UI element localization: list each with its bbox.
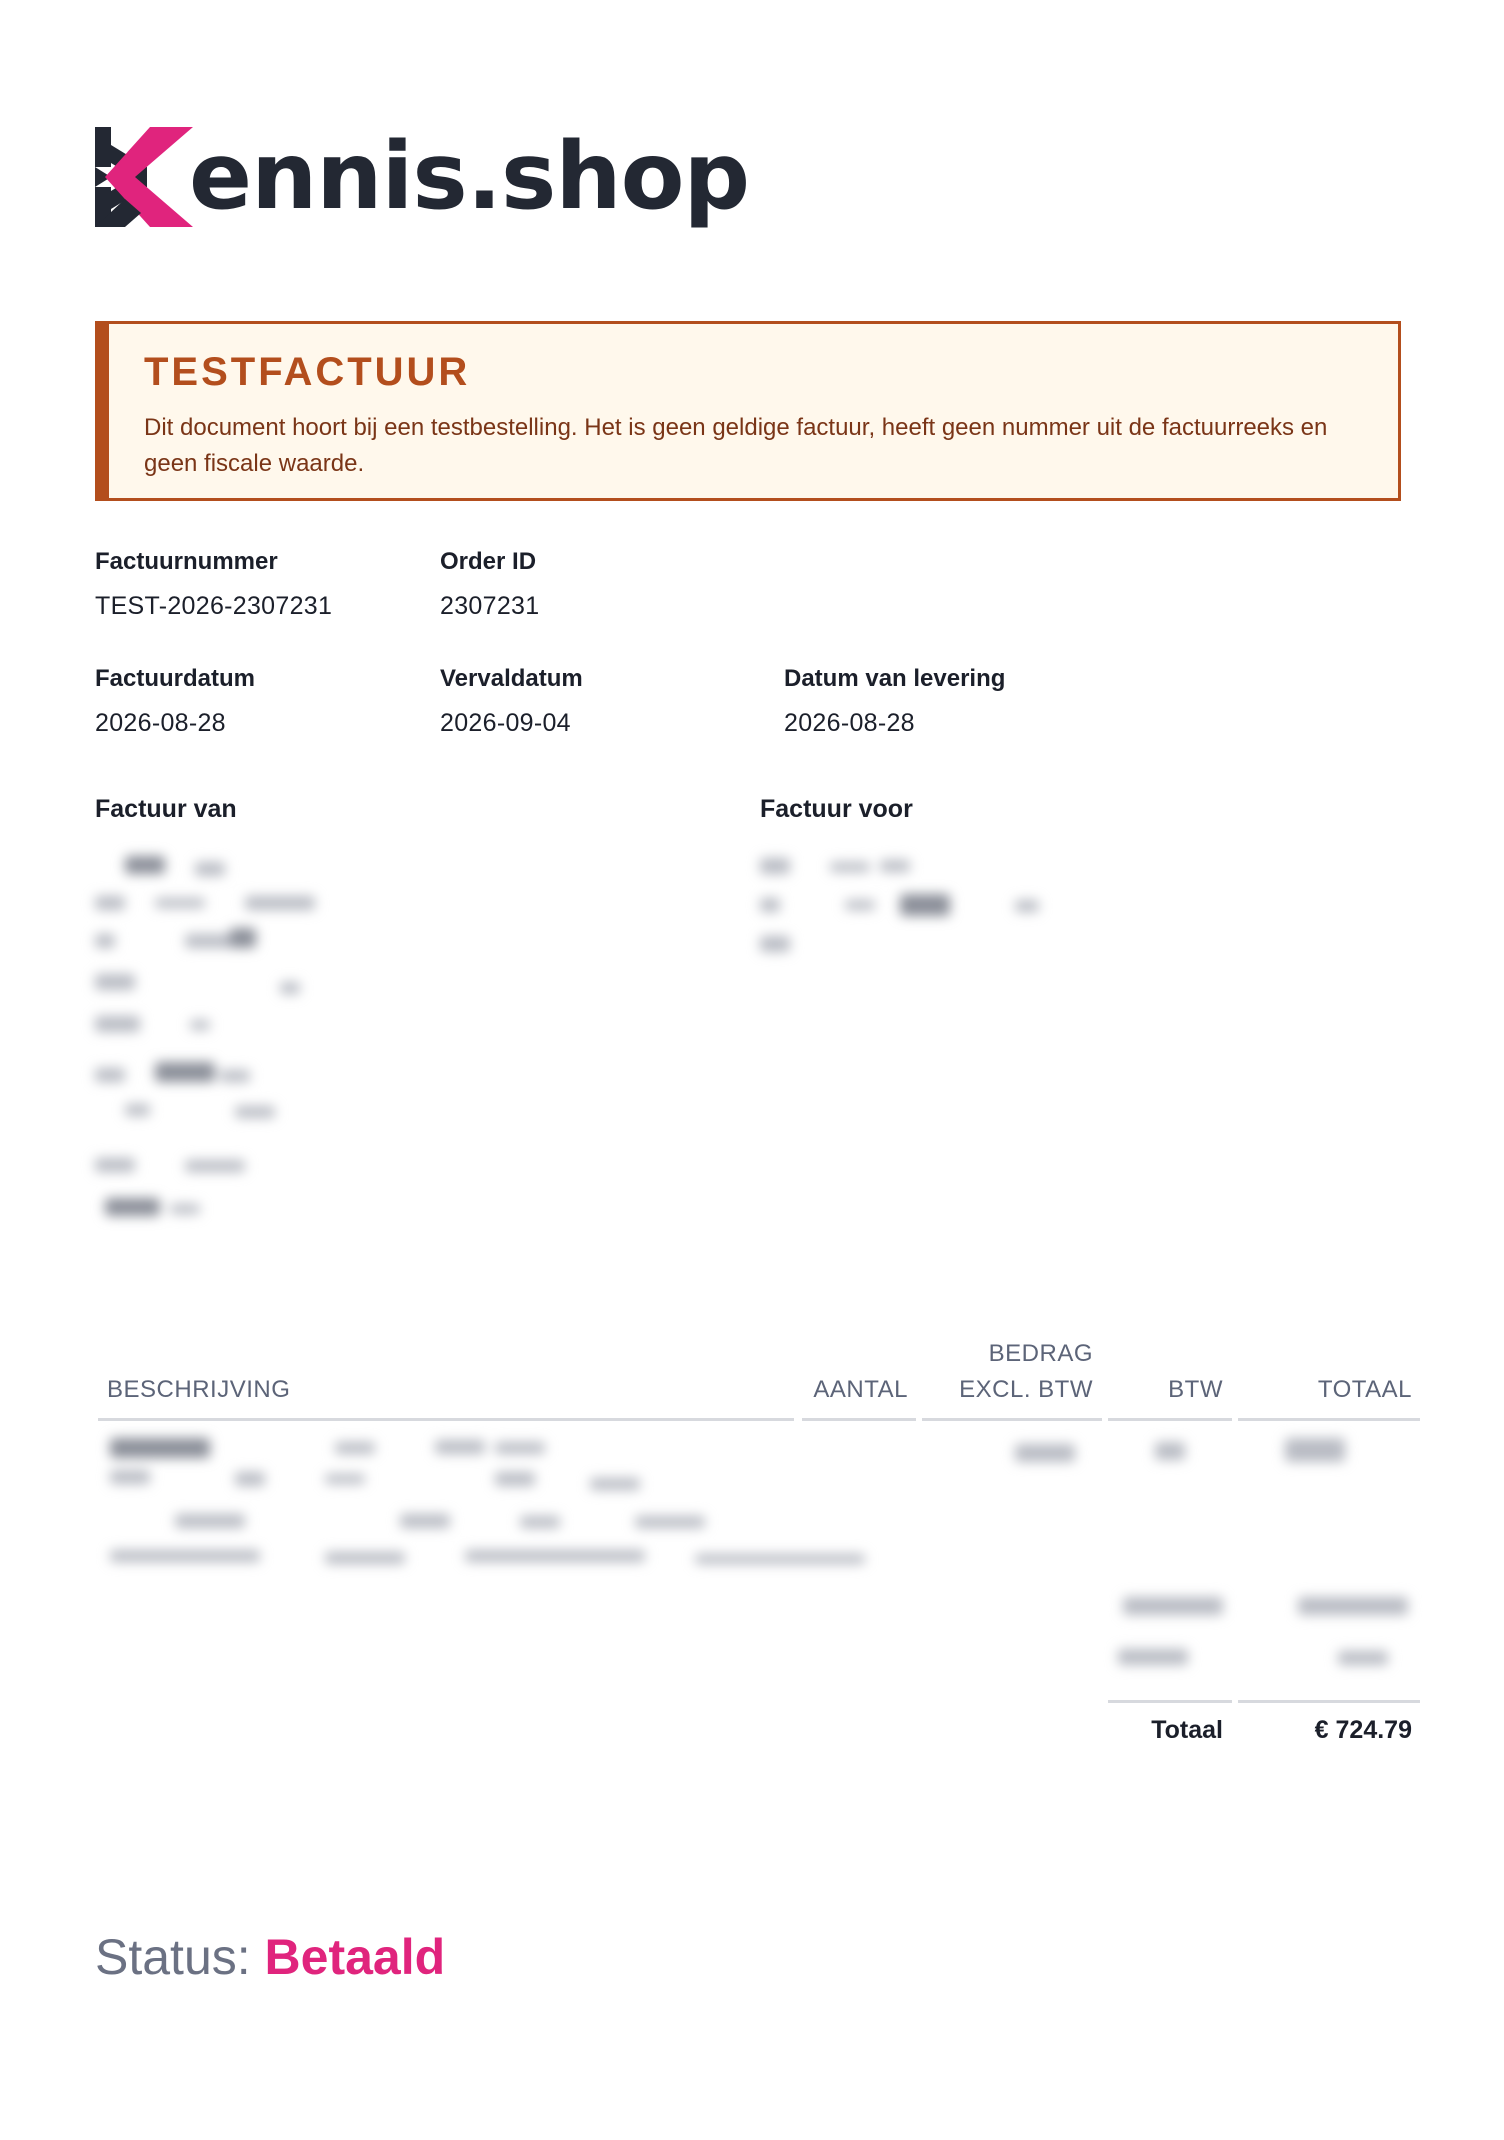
sender-address-redacted — [95, 848, 335, 1228]
status-value: Betaald — [264, 1929, 446, 1985]
invoice-from-heading: Factuur van — [95, 795, 237, 823]
kennis-k-logo-icon — [95, 127, 195, 227]
due-date-value: 2026-09-04 — [440, 709, 571, 737]
recipient-address-redacted — [760, 848, 1060, 968]
invoice-to-heading: Factuur voor — [760, 795, 913, 823]
header-rule-total — [1238, 1418, 1420, 1421]
total-rule-left — [1108, 1700, 1232, 1703]
delivery-date-label: Datum van levering — [784, 665, 1006, 692]
brand-logo — [95, 122, 749, 232]
total-value: € 724.79 — [1314, 1716, 1412, 1744]
invoice-number-field — [95, 548, 332, 621]
header-rule-description — [98, 1418, 794, 1421]
column-header-description: BESCHRIJVING — [107, 1376, 291, 1403]
invoice-number-label: Factuurnummer — [95, 548, 278, 575]
order-id-value: 2307231 — [440, 592, 540, 620]
delivery-date-field — [784, 665, 1005, 738]
delivery-date-value: 2026-08-28 — [784, 709, 915, 737]
invoice-date-field — [95, 665, 255, 738]
due-date-label: Vervaldatum — [440, 665, 583, 692]
order-id-label: Order ID — [440, 548, 537, 575]
invoice-date-value: 2026-08-28 — [95, 709, 226, 737]
header-rule-vat — [1108, 1418, 1232, 1421]
column-header-amount-line2: EXCL. BTW — [959, 1376, 1093, 1403]
brand-name: ennis.shop — [189, 121, 750, 230]
header-rule-quantity — [802, 1418, 916, 1421]
invoice-date-label: Factuurdatum — [95, 665, 256, 692]
column-header-amount-line1: BEDRAG — [988, 1340, 1093, 1367]
column-header-vat: BTW — [1168, 1376, 1223, 1403]
order-id-field — [440, 548, 539, 621]
line-item-redacted — [105, 1430, 1425, 1580]
header-rule-amount — [922, 1418, 1102, 1421]
test-invoice-banner — [95, 321, 1401, 501]
column-header-total: TOTAAL — [1317, 1376, 1412, 1403]
banner-text: Dit document hoort bij een testbestelling. Het is geen geldige factuur, heeft geen nummer uit de factuurreeks en geen fiscale waarde. — [144, 414, 1328, 477]
invoice-number-value: TEST-2026-2307231 — [95, 592, 333, 620]
due-date-field — [440, 665, 583, 738]
total-label: Totaal — [1151, 1716, 1223, 1744]
subtotals-redacted — [1108, 1585, 1428, 1680]
status-label: Status: — [95, 1929, 251, 1985]
payment-status — [95, 1928, 445, 1986]
total-rule-right — [1238, 1700, 1420, 1703]
column-header-quantity: AANTAL — [813, 1376, 908, 1403]
banner-title: TESTFACTUUR — [144, 350, 471, 394]
